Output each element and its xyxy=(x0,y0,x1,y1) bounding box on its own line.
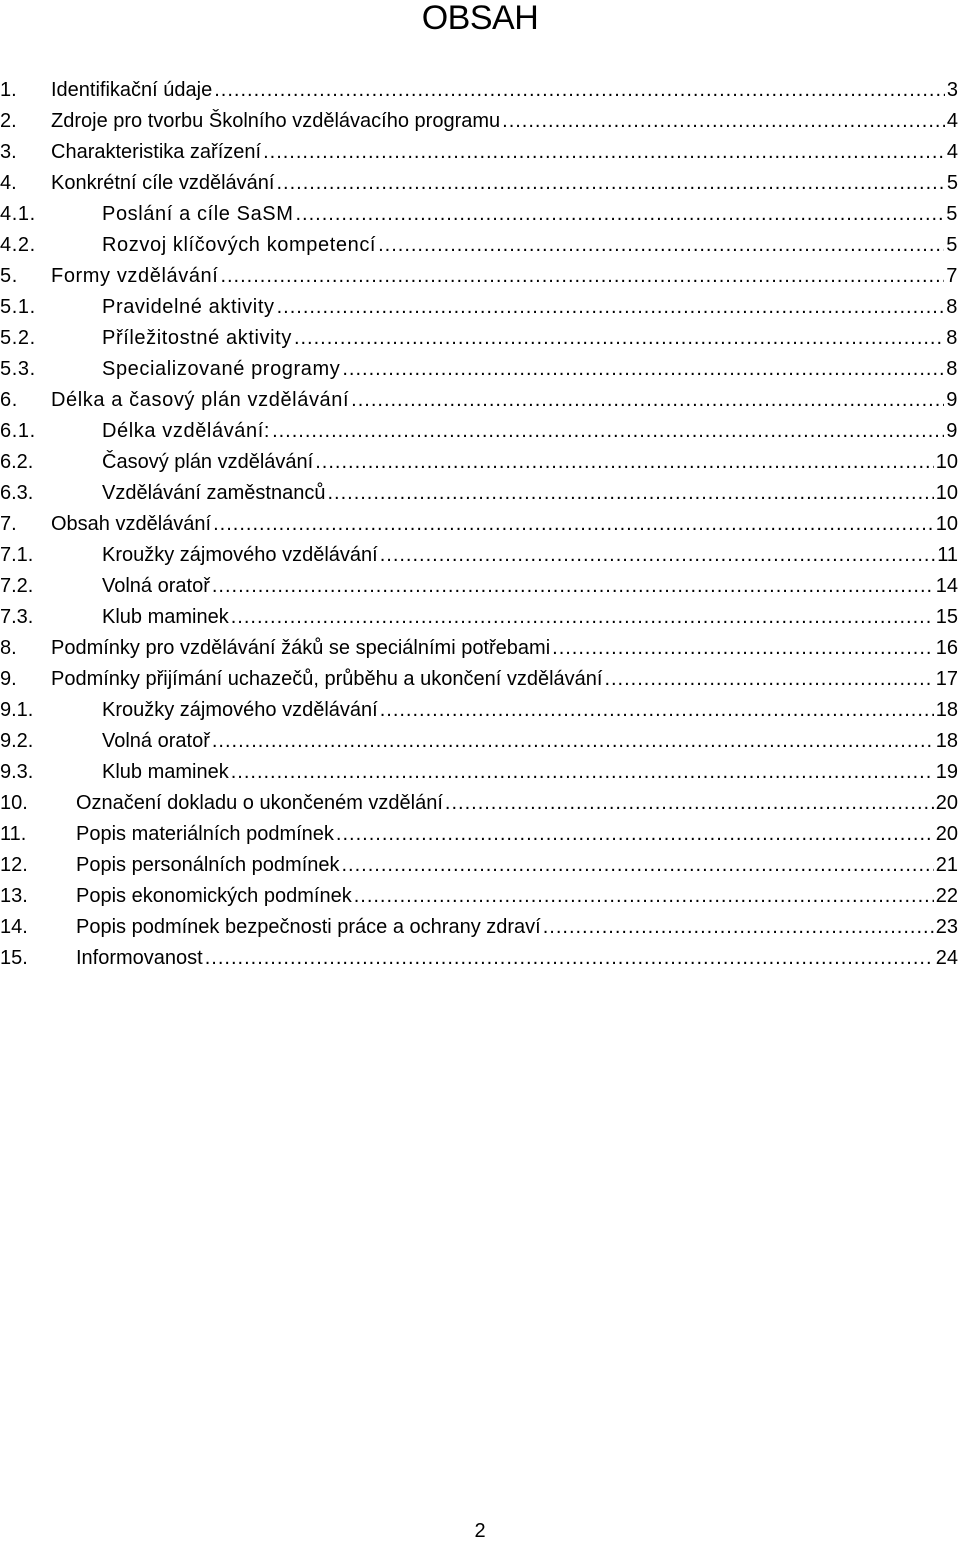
toc-entry-page: 3 xyxy=(946,79,958,101)
toc-entry-number: 10. xyxy=(0,792,28,814)
toc-entry-title: Klub maminek xyxy=(102,602,231,633)
toc-entry[interactable] xyxy=(0,230,960,261)
toc-entry[interactable] xyxy=(0,416,960,447)
toc-entry[interactable] xyxy=(0,137,960,168)
toc-entry-page: 8 xyxy=(946,296,958,318)
toc-entry-page: 7 xyxy=(946,265,958,287)
toc-entry[interactable] xyxy=(0,385,960,416)
toc-dot-leader xyxy=(354,881,934,912)
toc-entry-number: 9.1. xyxy=(0,699,34,721)
toc-dot-leader xyxy=(552,633,934,664)
toc-entry[interactable] xyxy=(0,168,960,199)
toc-entry[interactable] xyxy=(0,199,960,230)
toc-entry-title: Volná oratoř xyxy=(102,571,212,602)
toc-entry-title: Kroužky zájmového vzdělávání xyxy=(102,695,380,726)
toc-entry-number: 5. xyxy=(0,265,18,287)
toc-entry-number: 11. xyxy=(0,823,27,845)
toc-entry-page: 4 xyxy=(946,110,958,132)
toc-entry-page: 5 xyxy=(946,234,958,256)
toc-entry-number: 2. xyxy=(0,110,17,132)
toc-entry-number: 9. xyxy=(0,668,17,690)
toc-entry-page: 4 xyxy=(946,141,958,163)
toc-entry[interactable] xyxy=(0,633,960,664)
toc-entry[interactable] xyxy=(0,788,960,819)
toc-dot-leader xyxy=(380,540,936,571)
toc-entry-number: 5.3. xyxy=(0,358,36,380)
toc-entry-title: Identifikační údaje xyxy=(51,75,214,106)
toc-dot-leader xyxy=(502,106,945,137)
toc-entry-page: 10 xyxy=(935,513,958,535)
toc-entry[interactable] xyxy=(0,261,960,292)
toc-dot-leader xyxy=(205,943,934,974)
toc-entry[interactable] xyxy=(0,323,960,354)
toc-entry[interactable] xyxy=(0,540,960,571)
toc-dot-leader xyxy=(378,230,944,261)
toc-entry-title: Specializované programy xyxy=(102,354,342,385)
toc-entry-page: 14 xyxy=(935,575,958,597)
toc-entry-page: 11 xyxy=(937,544,958,566)
toc-dot-leader xyxy=(276,168,944,199)
toc-entry-title: Charakteristika zařízení xyxy=(51,137,263,168)
toc-entry-number: 15. xyxy=(0,947,28,969)
toc-entry-page: 8 xyxy=(946,327,958,349)
toc-dot-leader xyxy=(543,912,934,943)
toc-entry[interactable] xyxy=(0,881,960,912)
toc-entry-number: 9.2. xyxy=(0,730,34,752)
toc-entry[interactable] xyxy=(0,602,960,633)
toc-dot-leader xyxy=(342,354,944,385)
toc-entry-number: 7. xyxy=(0,513,17,535)
toc-dot-leader xyxy=(327,478,933,509)
toc-entry-number: 13. xyxy=(0,885,28,907)
toc-entry-title: Rozvoj klíčových kompetencí xyxy=(102,230,378,261)
toc-dot-leader xyxy=(263,137,945,168)
toc-dot-leader xyxy=(231,602,934,633)
toc-entry-number: 7.1. xyxy=(0,544,34,566)
toc-entry-page: 8 xyxy=(946,358,958,380)
toc-entry-page: 10 xyxy=(935,482,958,504)
toc-entry-page: 5 xyxy=(946,203,958,225)
toc-dot-leader xyxy=(212,726,934,757)
toc-entry-title: Příležitostné aktivity xyxy=(102,323,294,354)
toc-entry-title: Podmínky přijímání uchazečů, průběhu a ukončení vzdělávání xyxy=(51,664,604,695)
toc-entry[interactable] xyxy=(0,75,960,106)
toc-entry[interactable] xyxy=(0,571,960,602)
toc-entry[interactable] xyxy=(0,664,960,695)
toc-entry-page: 22 xyxy=(935,885,958,907)
toc-entry-page: 21 xyxy=(935,854,958,876)
toc-entry[interactable] xyxy=(0,292,960,323)
toc-entry[interactable] xyxy=(0,912,960,943)
toc-entry-title: Popis personálních podmínek xyxy=(76,850,342,881)
toc-entry-number: 7.2. xyxy=(0,575,34,597)
page-title: OBSAH xyxy=(421,0,539,37)
toc-dot-leader xyxy=(315,447,934,478)
toc-dot-leader xyxy=(231,757,934,788)
toc-entry-number: 14. xyxy=(0,916,28,938)
toc-dot-leader xyxy=(604,664,933,695)
toc-entry-page: 9 xyxy=(946,420,958,442)
toc-entry[interactable] xyxy=(0,819,960,850)
toc-dot-leader xyxy=(336,819,934,850)
toc-entry-title: Podmínky pro vzdělávání žáků se speciálními potřebami xyxy=(51,633,552,664)
toc-dot-leader xyxy=(445,788,934,819)
toc-entry-page: 19 xyxy=(935,761,958,783)
toc-entry-title: Obsah vzdělávání xyxy=(51,509,213,540)
toc-entry-number: 4. xyxy=(0,172,17,194)
toc-entry-number: 4.2. xyxy=(0,234,36,256)
toc-entry[interactable] xyxy=(0,354,960,385)
toc-entry-number: 3. xyxy=(0,141,17,163)
toc-entry-number: 6.1. xyxy=(0,420,36,442)
toc-entry-number: 1. xyxy=(0,79,17,101)
toc-entry-number: 9.3. xyxy=(0,761,34,783)
toc-entry-page: 18 xyxy=(935,730,958,752)
toc-entry-title: Volná oratoř xyxy=(102,726,212,757)
toc-dot-leader xyxy=(272,416,944,447)
toc-entry-title: Zdroje pro tvorbu Školního vzdělávacího programu xyxy=(51,106,502,137)
toc-entry-number: 12. xyxy=(0,854,28,876)
toc-dot-leader xyxy=(342,850,934,881)
toc-entry-title: Formy vzdělávání xyxy=(51,261,220,292)
toc-entry-title: Časový plán vzdělávání xyxy=(102,447,315,478)
toc-entry-title: Vzdělávání zaměstnanců xyxy=(102,478,327,509)
toc-dot-leader xyxy=(294,323,944,354)
toc-entry[interactable] xyxy=(0,943,960,974)
toc-entry-number: 4.1. xyxy=(0,203,36,225)
toc-entry-page: 5 xyxy=(946,172,958,194)
toc-dot-leader xyxy=(277,292,945,323)
toc-entry-title: Poslání a cíle SaSM xyxy=(102,199,296,230)
toc-entry-page: 15 xyxy=(935,606,958,628)
toc-entry-number: 7.3. xyxy=(0,606,34,628)
toc-entry-page: 9 xyxy=(946,389,958,411)
toc-entry-title: Konkrétní cíle vzdělávání xyxy=(51,168,276,199)
toc-entry-number: 8. xyxy=(0,637,17,659)
toc-entry[interactable] xyxy=(0,850,960,881)
toc-entry-title: Délka vzdělávání: xyxy=(102,416,272,447)
toc-entry-title: Označení dokladu o ukončeném vzdělání xyxy=(76,788,445,819)
toc-entry-page: 20 xyxy=(935,792,958,814)
toc-entry-number: 5.1. xyxy=(0,296,36,318)
toc-entry-page: 24 xyxy=(935,947,958,969)
toc-entry[interactable] xyxy=(0,757,960,788)
toc-entry-page: 10 xyxy=(935,451,958,473)
toc-entry[interactable] xyxy=(0,695,960,726)
toc-entry-number: 6. xyxy=(0,389,18,411)
toc-dot-leader xyxy=(351,385,944,416)
toc-dot-leader xyxy=(296,199,945,230)
toc-entry-title: Informovanost xyxy=(76,943,205,974)
toc-entry[interactable] xyxy=(0,447,960,478)
toc-entry-page: 17 xyxy=(935,668,958,690)
toc-entry-title: Délka a časový plán vzdělávání xyxy=(51,385,351,416)
toc-entry-page: 20 xyxy=(935,823,958,845)
toc-entry-title: Popis podmínek bezpečnosti práce a ochrany zdraví xyxy=(76,912,543,943)
toc-entry-number: 5.2. xyxy=(0,327,36,349)
toc-entry[interactable] xyxy=(0,478,960,509)
toc-entry-number: 6.2. xyxy=(0,451,34,473)
toc-entry-page: 18 xyxy=(935,699,958,721)
toc-dot-leader xyxy=(213,509,934,540)
toc-entry[interactable] xyxy=(0,509,960,540)
toc-entry[interactable] xyxy=(0,106,960,137)
toc-entry-title: Kroužky zájmového vzdělávání xyxy=(102,540,380,571)
toc-dot-leader xyxy=(212,571,934,602)
toc-entry-page: 23 xyxy=(935,916,958,938)
toc-dot-leader xyxy=(220,261,944,292)
page-number: 2 xyxy=(474,1520,486,1542)
toc-entry-page: 16 xyxy=(935,637,958,659)
toc-entry-title: Popis ekonomických podmínek xyxy=(76,881,354,912)
table-of-contents xyxy=(0,75,960,974)
toc-entry-title: Klub maminek xyxy=(102,757,231,788)
toc-dot-leader xyxy=(380,695,934,726)
toc-dot-leader xyxy=(214,75,945,106)
toc-entry-number: 6.3. xyxy=(0,482,34,504)
toc-entry[interactable] xyxy=(0,726,960,757)
toc-entry-title: Pravidelné aktivity xyxy=(102,292,277,323)
toc-entry-title: Popis materiálních podmínek xyxy=(76,819,336,850)
